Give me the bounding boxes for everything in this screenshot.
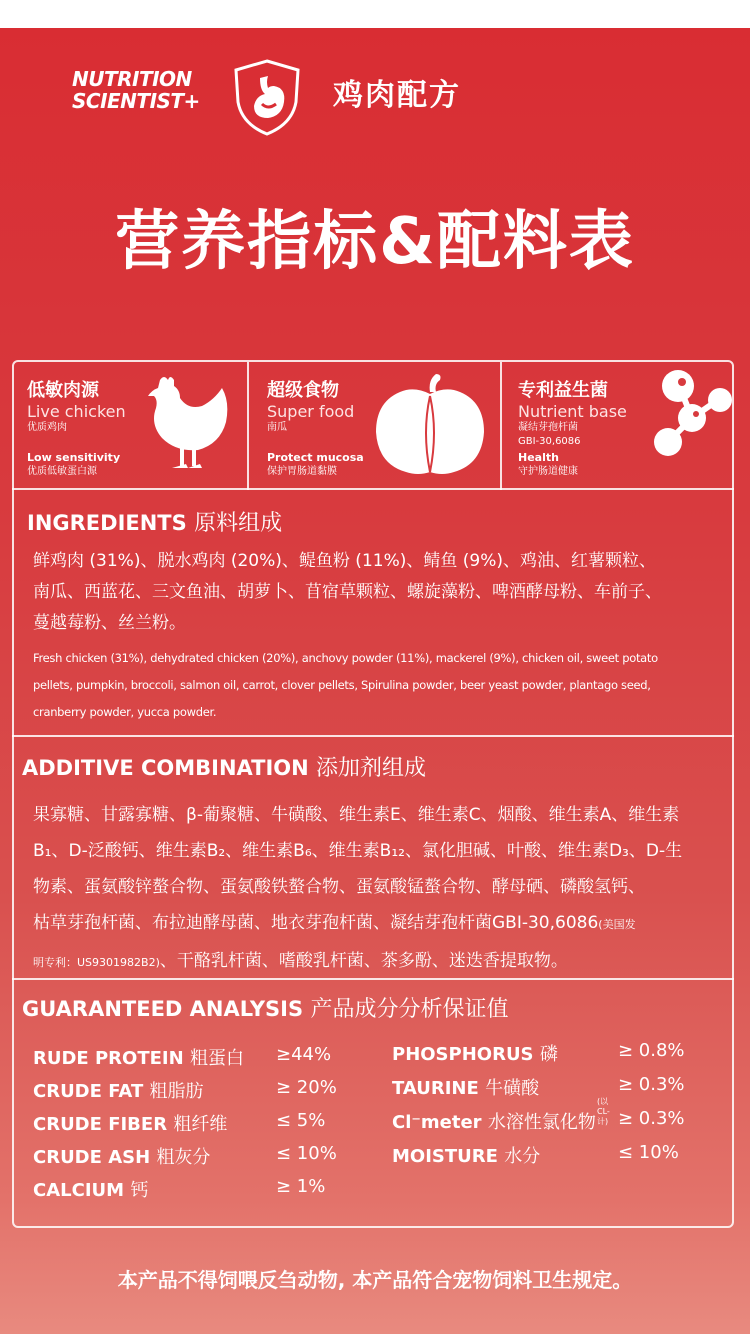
additives-heading xyxy=(22,751,426,782)
chicken-icon xyxy=(140,372,232,476)
additives-heading-cn: 添加剂组成 xyxy=(316,756,427,781)
brand-line-1: NUTRITION xyxy=(72,67,192,91)
feature-note: 凝结芽孢杆菌 xyxy=(518,422,578,433)
analysis-row: CALCIUM 钙 xyxy=(33,1180,149,1201)
text-line: cranberry powder, yucca powder. xyxy=(33,705,217,719)
analysis-right-values xyxy=(618,1040,685,1176)
analysis-row: Cl⁻meter 水溶性氯化物 (以CL-计) xyxy=(392,1097,610,1133)
analysis-left-values xyxy=(276,1044,337,1209)
footer-disclaimer: 本产品不得饲喂反刍动物, 本产品符合宠物饲料卫生规定。 xyxy=(117,1268,633,1292)
feature-title: 专利益生菌 xyxy=(518,380,608,401)
feature-title: 超级食物 xyxy=(267,380,339,401)
text-line: Fresh chicken (31%), dehydrated chicken (20%), anchovy powder (11%), mackerel (9%), chicken oil, sweet potato xyxy=(33,651,658,665)
analysis-value: ≥44% xyxy=(276,1044,332,1065)
analysis-value: ≤ 10% xyxy=(276,1143,337,1164)
text-line: 果寡糖、甘露寡糖、β-葡聚糖、牛磺酸、维生素E、维生素C、烟酸、维生素A、维生素 xyxy=(33,805,680,825)
analysis-right-column xyxy=(392,1040,610,1176)
analysis-value: ≥ 1% xyxy=(276,1176,326,1197)
feature-benefit: Low sensitivity xyxy=(27,451,121,464)
feature-probiotic xyxy=(518,376,627,479)
text-line: 南瓜、西蓝花、三文鱼油、胡萝卜、苜宿草颗粒、螺旋藻粉、啤酒酵母粉、车前子、 xyxy=(33,582,662,602)
analysis-value: ≥ 0.3% xyxy=(618,1074,685,1095)
brand-logo xyxy=(72,68,222,112)
analysis-row: PHOSPHORUS 磷 xyxy=(392,1044,558,1065)
feature-benefit: Protect mucosa xyxy=(267,451,364,464)
additives-text xyxy=(33,797,682,981)
analysis-value: ≥ 20% xyxy=(276,1077,337,1098)
analysis-value: ≥ 0.3% xyxy=(618,1108,685,1129)
analysis-value: ≤ 5% xyxy=(276,1110,326,1131)
text-line: B₁、D-泛酸钙、维生素B₂、维生素B₆、维生素B₁₂、氯化胆碱、叶酸、维生素D₃、D-生 xyxy=(33,841,683,861)
text-line: 蔓越莓粉、丝兰粉。 xyxy=(33,613,186,633)
analysis-heading xyxy=(22,992,508,1023)
divider xyxy=(12,488,734,490)
divider xyxy=(247,362,249,490)
feature-benefit-cn: 保护胃肠道黏膜 xyxy=(267,466,337,477)
formula-label: 鸡肉配方 xyxy=(333,78,461,113)
feature-benefit-cn: 优质低敏蛋白源 xyxy=(27,466,97,477)
feature-note: 南瓜 xyxy=(267,422,287,433)
additives-heading-en: ADDITIVE COMBINATION xyxy=(22,756,309,780)
analysis-row: TAURINE 牛磺酸 xyxy=(392,1078,540,1099)
analysis-heading-cn: 产品成分分析保证值 xyxy=(310,997,509,1022)
feature-benefit-cn: 守护肠道健康 xyxy=(518,466,578,477)
analysis-row: CRUDE ASH 粗灰分 xyxy=(33,1147,211,1168)
brand-line-2: SCIENTIST+ xyxy=(72,89,200,113)
feature-benefit: Health xyxy=(518,451,559,464)
feature-title: 低敏肉源 xyxy=(27,380,99,401)
page-title: 营养指标&配料表 xyxy=(115,205,635,279)
analysis-row: MOISTURE 水分 xyxy=(392,1146,541,1167)
molecule-icon xyxy=(640,368,734,460)
divider xyxy=(500,362,502,490)
pumpkin-icon xyxy=(370,372,490,478)
ingredients-cn xyxy=(33,546,662,639)
text-line: 明专利：US9301982B2)、干酪乳杆菌、嗜酸乳杆菌、茶多酚、迷迭香提取物。 xyxy=(33,951,568,971)
divider xyxy=(12,735,734,737)
analysis-left-column xyxy=(33,1044,244,1209)
analysis-row: CRUDE FIBER 粗纤维 xyxy=(33,1114,228,1135)
feature-subtitle: Live chicken xyxy=(27,402,126,421)
feature-note: 优质鸡肉 xyxy=(27,422,67,433)
feature-note-2: GBI-30,6086 xyxy=(518,436,581,447)
analysis-row: RUDE PROTEIN 粗蛋白 xyxy=(33,1048,244,1069)
analysis-heading-en: GUARANTEED ANALYSIS xyxy=(22,997,304,1021)
feature-subtitle: Nutrient base xyxy=(518,402,627,421)
analysis-value: ≥ 0.8% xyxy=(618,1040,685,1061)
feature-chicken xyxy=(27,376,126,479)
ingredients-heading xyxy=(27,506,282,537)
analysis-row: CRUDE FAT 粗脂肪 xyxy=(33,1081,204,1102)
ingredients-en xyxy=(33,645,658,726)
analysis-value: ≤ 10% xyxy=(618,1142,679,1163)
analysis-note: (以CL-计) xyxy=(597,1097,610,1126)
ingredients-heading-en: INGREDIENTS xyxy=(27,511,187,535)
feature-pumpkin xyxy=(267,376,364,479)
text-line: 枯草芽孢杆菌、布拉迪酵母菌、地衣芽孢杆菌、凝结芽孢杆菌GBI-30,6086(美国发 xyxy=(33,913,636,933)
feature-subtitle: Super food xyxy=(267,402,355,421)
ingredients-heading-cn: 原料组成 xyxy=(194,511,283,536)
text-line: 物素、蛋氨酸锌螯合物、蛋氨酸铁螯合物、蛋氨酸锰螯合物、酵母硒、磷酸氢钙、 xyxy=(33,877,645,897)
text-line: 鲜鸡肉 (31%)、脱水鸡肉 (20%)、鳀鱼粉 (11%)、鲭鱼 (9%)、鸡油、红薯颗粒、 xyxy=(33,551,656,571)
stomach-shield-icon xyxy=(232,58,302,136)
text-line: pellets, pumpkin, broccoli, salmon oil, carrot, clover pellets, Spirulina powder, beer yeast powder, plantago seed, xyxy=(33,678,651,692)
